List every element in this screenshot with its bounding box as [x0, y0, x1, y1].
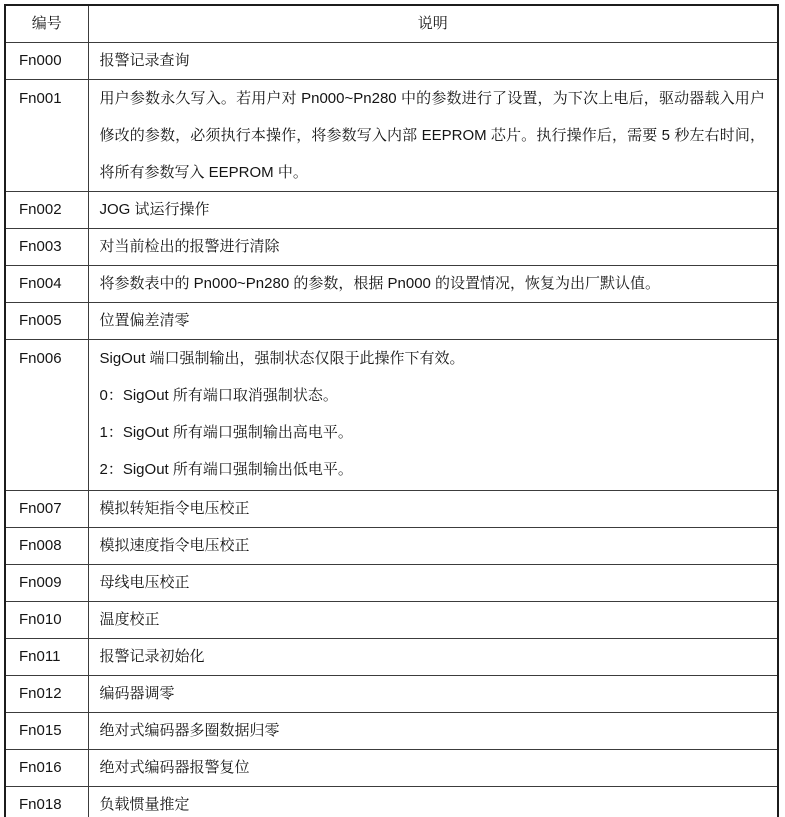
- table-row: [5, 639, 778, 676]
- row-id-cell: Fn000: [5, 43, 88, 80]
- row-desc-cell: 对当前检出的报警进行清除: [88, 229, 778, 266]
- table-row: [5, 565, 778, 602]
- row-desc-cell: 报警记录查询: [88, 43, 778, 80]
- row-desc-cell: 绝对式编码器报警复位: [88, 750, 778, 787]
- table-row: [5, 713, 778, 750]
- row-desc-cell: 将参数表中的 Pn000~Pn280 的参数，根据 Pn000 的设置情况，恢复为出厂默认值。: [88, 266, 778, 303]
- row-desc-cell: 位置偏差清零: [88, 303, 778, 340]
- row-id-cell: Fn002: [5, 192, 88, 229]
- table-row: [5, 491, 778, 528]
- table-row: [5, 787, 778, 817]
- table-row: [5, 676, 778, 713]
- row-desc-line: 1：SigOut 所有端口强制输出高电平。: [99, 424, 353, 441]
- header-desc-cell: 说明: [88, 5, 778, 43]
- row-id-cell: Fn011: [5, 639, 88, 676]
- row-desc-cell: 报警记录初始化: [88, 639, 778, 676]
- table-row: [5, 266, 778, 303]
- row-id-cell: Fn005: [5, 303, 88, 340]
- row-desc-cell: [88, 80, 778, 192]
- table-row: [5, 229, 778, 266]
- table-row: [5, 750, 778, 787]
- row-desc-cell: 编码器调零: [88, 676, 778, 713]
- row-desc-cell: 绝对式编码器多圈数据归零: [88, 713, 778, 750]
- row-desc-cell: 模拟转矩指令电压校正: [88, 491, 778, 528]
- table-row: [5, 528, 778, 565]
- row-id-cell: Fn006: [5, 340, 88, 491]
- table-row: [5, 43, 778, 80]
- row-id-cell: Fn007: [5, 491, 88, 528]
- row-desc-cell: [88, 340, 778, 491]
- row-id-cell: Fn008: [5, 528, 88, 565]
- row-desc-paragraph: 用户参数永久写入。若用户对 Pn000~Pn280 中的参数进行了设置，为下次上电后，驱动器载入用户修改的参数，必须执行本操作，将参数写入内部 EEPROM 芯片。执行操作后，需要 5 秒左右时间，将所有参数写入 EEPROM 中。: [99, 90, 765, 181]
- table-row: [5, 602, 778, 639]
- function-code-table: [4, 4, 779, 817]
- row-id-cell: Fn009: [5, 565, 88, 602]
- row-id-cell: Fn010: [5, 602, 88, 639]
- table-row: [5, 192, 778, 229]
- row-id-cell: Fn015: [5, 713, 88, 750]
- table-row: [5, 303, 778, 340]
- row-id-cell: Fn004: [5, 266, 88, 303]
- row-desc-line: 2：SigOut 所有端口强制输出低电平。: [99, 461, 353, 478]
- row-desc-cell: 模拟速度指令电压校正: [88, 528, 778, 565]
- table-row: [5, 340, 778, 491]
- row-desc-cell: 母线电压校正: [88, 565, 778, 602]
- row-id-cell: Fn018: [5, 787, 88, 817]
- row-desc-cell: 温度校正: [88, 602, 778, 639]
- row-desc-line: SigOut 端口强制输出，强制状态仅限于此操作下有效。: [99, 350, 465, 367]
- row-id-cell: Fn016: [5, 750, 88, 787]
- row-id-cell: Fn001: [5, 80, 88, 192]
- row-desc-cell: 负载惯量推定: [88, 787, 778, 817]
- header-id-cell: 编号: [5, 5, 88, 43]
- table-row: [5, 80, 778, 192]
- row-desc-cell: JOG 试运行操作: [88, 192, 778, 229]
- row-id-cell: Fn012: [5, 676, 88, 713]
- header-row: [5, 5, 778, 43]
- row-desc-line: 0：SigOut 所有端口取消强制状态。: [99, 387, 338, 404]
- row-id-cell: Fn003: [5, 229, 88, 266]
